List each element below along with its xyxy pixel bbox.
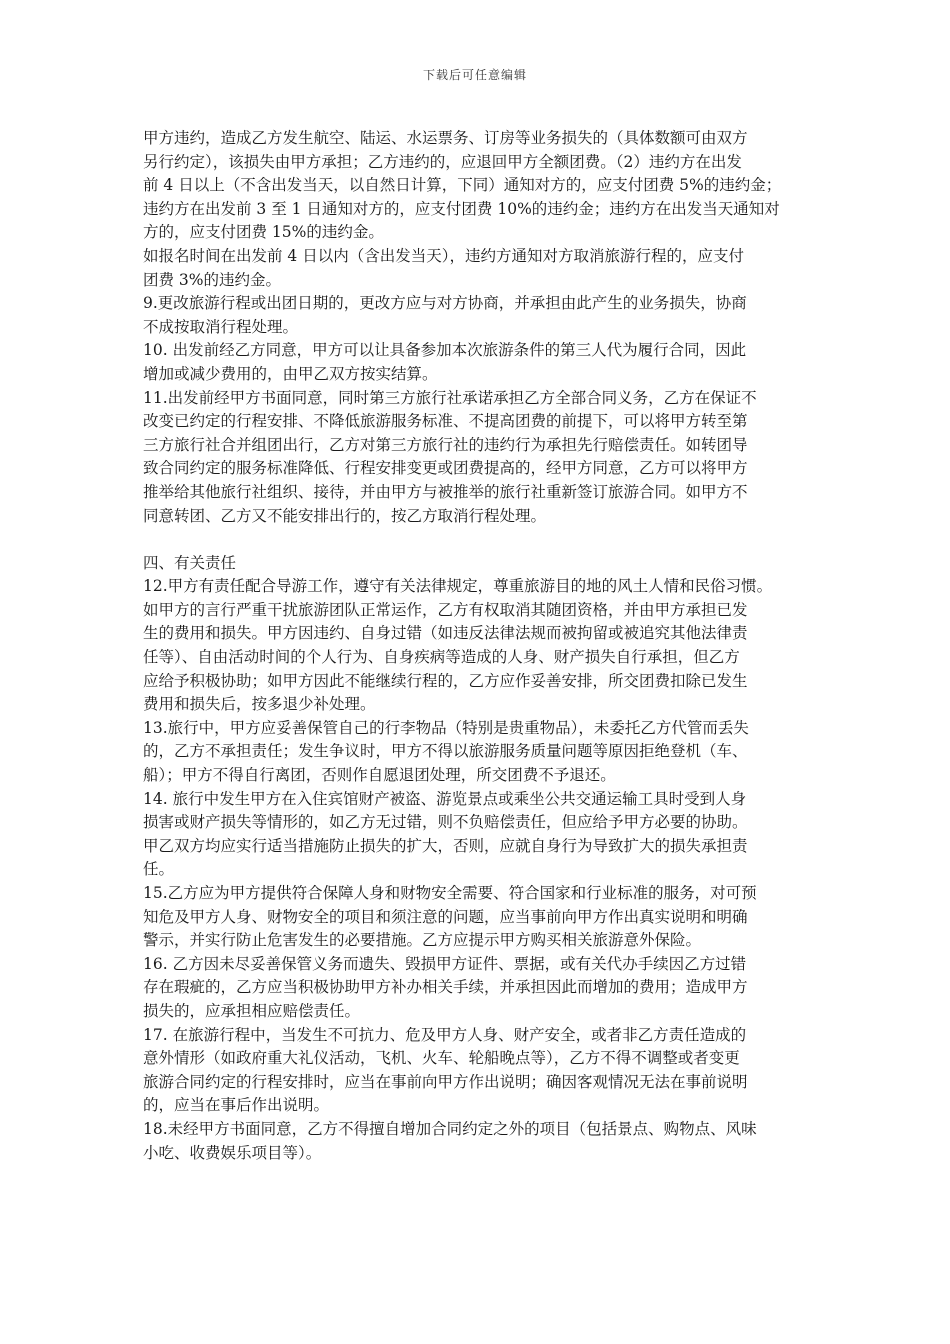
paragraph [143,882,815,953]
section-heading [143,552,815,576]
text-line: 团费 3%的违约金。 [143,270,282,289]
text-line: 13.旅行中，甲方应妥善保管自己的行李物品（特别是贵重物品），未委托乙方代管而丢失 [143,718,749,737]
text-line: 知危及甲方人身、财物安全的项目和须注意的问题，应当事前向甲方作出真实说明和明确 [143,907,748,926]
text-line: 的，应当在事后作出说明。 [143,1096,330,1115]
text-line: 10. 出发前经乙方同意，甲方可以让具备参加本次旅游条件的第三人代为履行合同，因此 [143,341,747,360]
text-line: 四、有关责任 [143,553,237,572]
text-line: 前 4 日以上（不含出发当天，以自然日计算，下同）通知对方的，应支付团费 5%的违约金； [143,176,782,195]
text-line: 应给予积极协助；如甲方因此不能继续行程的，乙方应作妥善安排，所交团费扣除已发生 [143,671,748,690]
text-line: 警示，并实行防止危害发生的必要措施。乙方应提示甲方购买相关旅游意外保险。 [143,931,702,950]
text-line: 14. 旅行中发生甲方在入住宾馆财产被盗、游览景点或乘坐公共交通运输工具时受到人身 [143,789,747,808]
text-line: 致合同约定的服务标准降低、行程安排变更或团费提高的，经甲方同意，乙方可以将甲方 [143,459,748,478]
paragraph-gap [143,528,815,552]
text-line: 同意转团、乙方又不能安排出行的，按乙方取消行程处理。 [143,506,547,525]
paragraph [143,1118,815,1165]
page-header: 下载后可任意编辑 [422,68,527,82]
text-line: 16. 乙方因未尽妥善保管义务而遗失、毁损甲方证件、票据，或有关代办手续因乙方过错 [143,954,747,973]
text-line: 任。 [143,860,175,879]
document-body [143,127,815,1165]
paragraph [143,245,815,292]
paragraph [143,127,815,245]
text-line: 另行约定），该损失由甲方承担；乙方违约的，应退回甲方全额团费。（2）违约方在出发 [143,152,742,171]
text-line: 存在瑕疵的，乙方应当积极协助甲方补办相关手续，并承担因此而增加的费用；造成甲方 [143,978,748,997]
text-line: 如报名时间在出发前 4 日以内（含出发当天），违约方通知对方取消旅游行程的，应支付 [143,246,744,265]
text-line: 任等）、自由活动时间的个人行为、自身疾病等造成的人身、财产损失自行承担，但乙方 [143,648,740,667]
text-line: 费用和损失后，按多退少补处理。 [143,695,376,714]
text-line: 损害或财产损失等情形的，如乙方无过错，则不负赔偿责任，但应给予甲方必要的协助。 [143,813,748,832]
text-line: 如甲方的言行严重干扰旅游团队正常运作，乙方有权取消其随团资格，并由甲方承担已发 [143,600,748,619]
text-line: 增加或减少费用的，由甲乙双方按实结算。 [143,364,438,383]
paragraph [143,292,815,339]
text-line: 损失的，应承担相应赔偿责任。 [143,1001,361,1020]
paragraph [143,953,815,1024]
text-line: 三方旅行社合并组团出行，乙方对第三方旅行社的违约行为承担先行赔偿责任。如转团导 [143,435,748,454]
text-line: 生的费用和损失。甲方因违约、自身过错（如违反法律法规而被拘留或被追究其他法律责 [143,624,748,643]
text-line: 改变已约定的行程安排、不降低旅游服务标准、不提高团费的前提下，可以将甲方转至第 [143,412,748,431]
text-line: 12.甲方有责任配合导游工作，遵守有关法律规定，尊重旅游目的地的风土人情和民俗习惯。 [143,577,773,596]
text-line: 意外情形（如政府重大礼仪活动，飞机、火车、轮船晚点等），乙方不得不调整或者变更 [143,1049,740,1068]
text-line: 17. 在旅游行程中，当发生不可抗力、危及甲方人身、财产安全，或者非乙方责任造成的 [143,1025,747,1044]
text-line: 方的，应支付团费 15%的违约金。 [143,223,384,242]
text-line: 旅游合同约定的行程安排时，应当在事前向甲方作出说明；确因客观情况无法在事前说明 [143,1072,748,1091]
text-line: 违约方在出发前 3 至 1 日通知对方的，应支付团费 10%的违约金；违约方在出发当天通知对 [143,199,780,218]
text-line: 推举给其他旅行社组织、接待，并由甲方与被推举的旅行社重新签订旅游合同。如甲方不 [143,482,748,501]
paragraph [143,1024,815,1118]
text-line: 不成按取消行程处理。 [143,317,299,336]
text-line: 11.出发前经甲方书面同意，同时第三方旅行社承诺承担乙方全部合同义务，乙方在保证不 [143,388,757,407]
text-line: 船）；甲方不得自行离团，否则作自愿退团处理，所交团费不予退还。 [143,766,616,785]
text-line: 的，乙方不承担责任；发生争议时，甲方不得以旅游服务质量问题等原因拒绝登机（车、 [143,742,748,761]
text-line: 甲乙双方均应实行适当措施防止损失的扩大，否则，应就自身行为导致扩大的损失承担责 [143,836,748,855]
text-line: 小吃、收费娱乐项目等）。 [143,1143,322,1162]
paragraph [143,788,815,882]
text-line: 18.未经甲方书面同意，乙方不得擅自增加合同约定之外的项目（包括景点、购物点、风味 [143,1119,757,1138]
text-line: 15.乙方应为甲方提供符合保障人身和财物安全需要、符合国家和行业标准的服务，对可预 [143,884,757,902]
text-line: 甲方违约，造成乙方发生航空、陆运、水运票务、订房等业务损失的（具体数额可由双方 [143,129,748,147]
paragraph [143,717,815,788]
text-line: 9.更改旅游行程或出团日期的，更改方应与对方协商，并承担由此产生的业务损失，协商 [143,294,747,313]
paragraph [143,339,815,386]
paragraph [143,387,815,529]
paragraph [143,575,815,717]
